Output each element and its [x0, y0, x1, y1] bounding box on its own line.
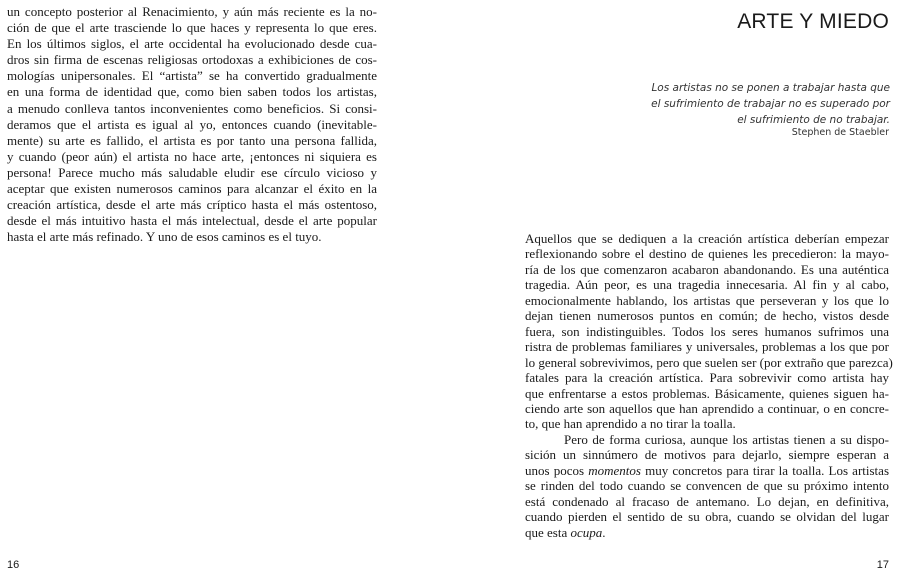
text-line: hasta el arte más refinado. Y uno de esos caminos es el tuyo. — [7, 229, 322, 245]
epigraph-line: el sufrimiento de trabajar no es superado por — [651, 98, 890, 110]
text-line: to, que han aprendido a no tirar la toalla. — [525, 416, 736, 432]
text-line: mente) su arte es fallido, el artista es por tanto una persona fallida, — [7, 132, 377, 148]
text-line: reflexionando sobre el destino de quienes les precedieron: la mayo- — [525, 246, 889, 262]
text-line: desde el más intuitivo hasta el más intelectual, desde el arte popular — [7, 213, 377, 229]
emphasis-ocupa: ocupa — [570, 524, 603, 540]
text-line: deramos que el artista es igual al yo, entonces cuando (inevitable- — [7, 116, 377, 132]
text-line: un concepto posterior al Renacimiento, y aún más reciente es la no- — [7, 4, 377, 19]
text-line: Pero de forma curiosa, aunque los artistas tienen a su dispo- — [564, 431, 889, 447]
emphasis-momentos: momentos — [588, 462, 641, 478]
text-line: En los últimos siglos, el arte occidental ha evolucionado desde cua- — [7, 36, 377, 52]
left-page-text — [7, 4, 377, 245]
page-number-left: 16 — [7, 559, 20, 571]
epigraph-author: Stephen de Staebler — [791, 127, 889, 138]
epigraph-line: el sufrimiento de no trabajar. — [737, 114, 890, 126]
text-line — [525, 525, 889, 540]
chapter-title: ARTE Y MIEDO — [737, 10, 889, 33]
text-line: que enfrentarse a estos problemas. Básicamente, quienes siguen ha- — [525, 385, 889, 401]
text-line: fatales para la creación artística. Para sobrevivir como artista hay — [525, 370, 889, 386]
text-line — [525, 463, 889, 478]
text-line: ciendo arte son aquellos que han aprendido a continuar, o en concre- — [525, 400, 889, 416]
text-line: ría de los que comenzaron acabaron abandonando. Es una auténtica — [525, 261, 889, 277]
text-run: que esta — [525, 524, 571, 540]
text-line: sición un sinnúmero de motivos para dejarlo, siempre esperan a — [525, 447, 889, 463]
text-line: ción de que el arte trasciende lo que haces y representa lo que eres. — [7, 20, 377, 36]
text-line: creación artística, desde el arte más críptico hasta el más ostentoso, — [7, 197, 377, 213]
text-line: ristra de problemas familiares y universales, problemas a los que por — [525, 339, 889, 355]
text-line: aceptar que existen numerosos caminos para alcanzar el éxito en la — [7, 181, 377, 197]
text-line: dejan tienen numerosos puntos en común; de hecho, vistos desde — [525, 308, 889, 324]
text-line: está condenado al fracaso de antemano. Lo dejan, en definitiva, — [525, 493, 889, 509]
text-line: persona! Parece mucho más saludable eludir ese círculo vicioso y — [7, 164, 377, 180]
text-line: y cuando (peor aún) el artista no hace arte, ¡entonces ni siquiera es — [7, 148, 377, 164]
text-line: emocionalmente hablando, los artistas que perseveran y los que lo — [525, 292, 889, 308]
page-number-right: 17 — [876, 559, 889, 571]
text-line: mologías unipersonales. El “artista” se ha convertido gradualmente — [7, 68, 377, 84]
text-run: muy concretos para tirar la toalla. Los artistas — [640, 462, 889, 478]
text-line: Aquellos que se dediquen a la creación artística deberían empezar — [525, 231, 889, 246]
text-run: . — [602, 524, 606, 540]
text-run: unos pocos — [525, 462, 589, 478]
text-line: cuando pierden el sentido de su obra, cuando se olvidan del lugar — [525, 509, 889, 525]
epigraph-quote — [590, 80, 890, 128]
text-line: lo general sobrevivimos, pero que suelen ser (por extraño que parezca) — [525, 354, 893, 370]
text-line: a menudo conlleva tantos inconvenientes como beneficios. Si consi- — [7, 100, 377, 116]
text-line: fuera, son indistinguibles. Todos los seres humanos sufrimos una — [525, 323, 889, 339]
text-line: tragedia. Aún peor, es una tragedia innecesaria. Al fin y al cabo, — [525, 277, 889, 293]
text-line: se rinden del todo cuando se convencen de que su próximo intento — [525, 478, 889, 494]
chapter-body-text — [525, 231, 893, 540]
right-page — [449, 0, 898, 577]
text-line: dros sin firma de escenas religiosas ortodoxas a exhibiciones de cos- — [7, 52, 377, 68]
epigraph-line: Los artistas no se ponen a trabajar hasta que — [651, 82, 890, 94]
text-line: en una forma de identidad que, como bien saben todos los artistas, — [7, 84, 377, 100]
